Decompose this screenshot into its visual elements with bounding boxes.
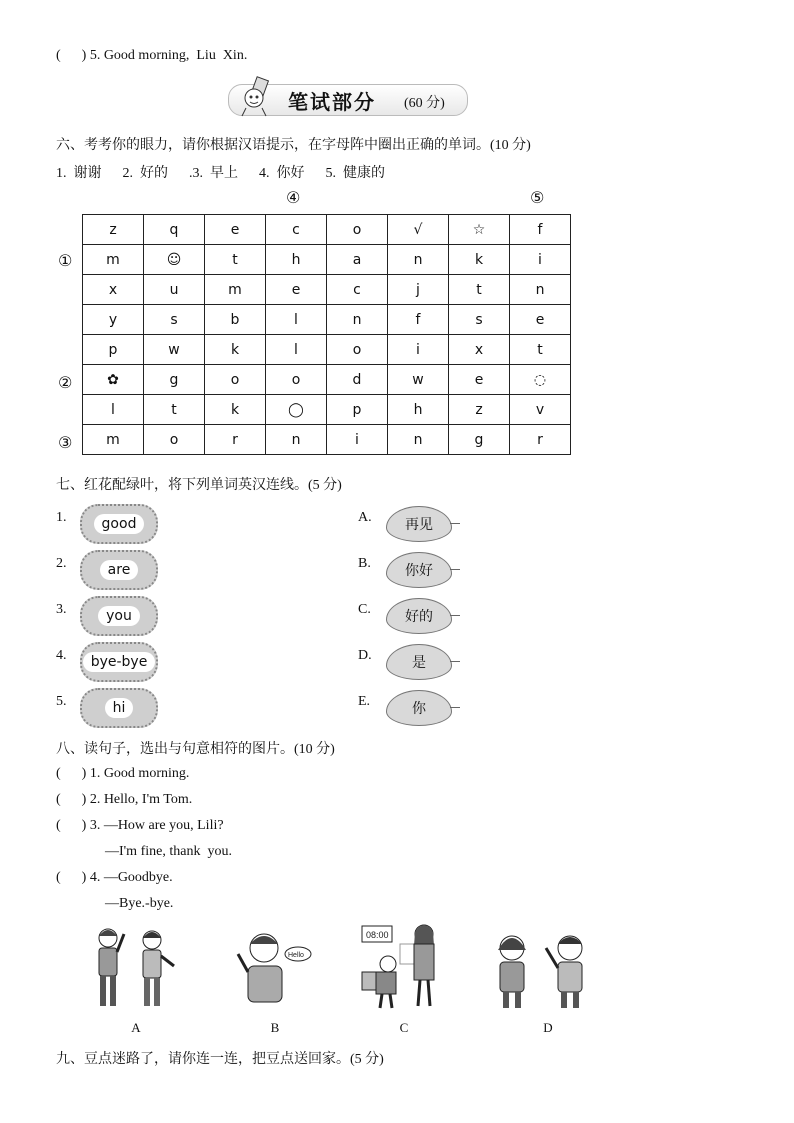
grid-cell[interactable]: i [510,245,571,275]
clock-time: 08:00 [366,930,389,940]
grid-cell[interactable]: e [266,275,327,305]
grid-cell[interactable]: c [266,215,327,245]
row-marker-2: ② [58,373,73,392]
grid-cell[interactable]: k [205,335,266,365]
grid-cell[interactable]: o [205,365,266,395]
picture-b-boy-saying-hello [228,928,312,1006]
row-marker-3: ③ [58,433,73,452]
grid-cell[interactable]: k [205,395,266,425]
word-number: 1. [56,510,67,525]
meaning-leaf[interactable]: 再见 [386,506,452,542]
grid-cell[interactable]: e [449,365,510,395]
grid-cell[interactable]: e [510,305,571,335]
grid-cell[interactable]: e [205,215,266,245]
leaf-stem [450,707,460,708]
grid-row [83,275,571,305]
grid-cell[interactable]: h [266,245,327,275]
grid-cell[interactable]: q [144,215,205,245]
picture-c-teacher-and-late-boy [354,920,450,1012]
grid-cell[interactable]: o [266,365,327,395]
meaning-leaf[interactable]: 是 [386,644,452,680]
grid-row [83,365,571,395]
grid-cell[interactable]: b [205,305,266,335]
section-8-item-3-reply: —I'm fine, thank you. [56,844,232,859]
word-label: hi [105,698,134,718]
word-label: bye-bye [83,652,156,672]
grid-cell[interactable]: x [83,275,144,305]
grid-cell[interactable]: t [205,245,266,275]
grid-cell[interactable]: y [83,305,144,335]
grid-cell[interactable]: i [388,335,449,365]
meaning-letter: E. [358,694,371,709]
grid-cell[interactable]: n [327,305,388,335]
grid-cell[interactable]: ☺ [144,245,205,275]
section-8-item-4: ( ) 4. —Goodbye. [56,870,173,885]
grid-cell[interactable]: l [83,395,144,425]
picture-a-two-boys [88,924,184,1012]
grid-row [83,425,571,455]
picture-label-d: D [543,1020,553,1035]
section-8-item-1: ( ) 1. Good morning. [56,766,190,781]
word-label: you [98,606,140,626]
grid-cell[interactable]: l [266,335,327,365]
letter-grid [82,214,571,455]
picture-d-girl-and-boy-waving [490,928,594,1010]
section-8-item-4-reply: —Bye.-bye. [56,896,174,911]
meaning-letter: D. [358,648,372,663]
grid-cell[interactable]: u [144,275,205,305]
grid-cell[interactable]: d [327,365,388,395]
picture-label-a: A [131,1020,141,1035]
grid-cell[interactable]: p [327,395,388,425]
word-flower-badge[interactable] [80,504,158,544]
meaning-leaf[interactable]: 你 [386,690,452,726]
meaning-letter: B. [358,556,371,571]
section-7-title: 七、红花配绿叶，将下列单词英汉连线。(5 分) [56,478,342,493]
grid-cell[interactable]: o [327,335,388,365]
section-6-hints: 1. 谢谢 2. 好的 .3. 早上 4. 你好 5. 健康的 [56,166,385,181]
grid-cell[interactable]: a [327,245,388,275]
row-marker-1: ① [58,251,73,270]
section-9-title: 九、豆点迷路了，请你连一连，把豆点送回家。(5 分) [56,1052,384,1067]
grid-row [83,395,571,425]
section-6-title: 六、考考你的眼力，请你根据汉语提示，在字母阵中圈出正确的单词。(10 分) [56,138,531,153]
leaf-stem [450,569,460,570]
grid-cell[interactable]: v [510,395,571,425]
grid-cell[interactable]: r [510,425,571,455]
grid-cell[interactable]: m [205,275,266,305]
grid-cell[interactable]: r [205,425,266,455]
grid-cell[interactable]: ✿ [83,365,144,395]
grid-cell[interactable]: p [83,335,144,365]
grid-cell[interactable]: z [83,215,144,245]
grid-cell[interactable]: t [449,275,510,305]
grid-cell[interactable]: ◌ [510,365,571,395]
grid-cell[interactable]: s [144,305,205,335]
meaning-letter: A. [358,510,372,525]
meaning-letter: C. [358,602,371,617]
word-number: 3. [56,602,67,617]
word-label: good [94,514,145,534]
grid-cell[interactable]: g [449,425,510,455]
grid-row [83,245,571,275]
picture-label-b: B [270,1020,280,1035]
grid-cell[interactable]: √ [388,215,449,245]
grid-cell[interactable]: s [449,305,510,335]
grid-cell[interactable]: z [449,395,510,425]
grid-cell[interactable]: k [449,245,510,275]
leaf-stem [450,615,460,616]
column-marker-4: ④ [286,188,301,207]
grid-cell[interactable]: t [510,335,571,365]
pencil-mascot-icon [236,72,280,118]
grid-cell[interactable]: c [327,275,388,305]
grid-row [83,215,571,245]
word-number: 2. [56,556,67,571]
grid-cell[interactable]: t [144,395,205,425]
banner-score: (60 分) [404,96,445,111]
grid-cell[interactable]: j [388,275,449,305]
section-8-item-3: ( ) 3. —How are you, Lili? [56,818,224,833]
word-number: 5. [56,694,67,709]
grid-cell[interactable]: n [388,425,449,455]
leaf-stem [450,523,460,524]
grid-cell[interactable]: ◯ [266,395,327,425]
word-flower-badge[interactable] [80,642,158,682]
grid-cell[interactable]: f [510,215,571,245]
section-8-title: 八、读句子，选出与句意相符的图片。(10 分) [56,742,335,757]
grid-row [83,335,571,365]
grid-cell[interactable]: o [144,425,205,455]
word-flower-badge[interactable] [80,596,158,636]
leaf-stem [450,661,460,662]
grid-cell[interactable]: f [388,305,449,335]
grid-cell[interactable]: w [144,335,205,365]
grid-cell[interactable]: m [83,425,144,455]
grid-cell[interactable]: n [388,245,449,275]
word-flower-badge[interactable] [80,688,158,728]
word-number: 4. [56,648,67,663]
grid-cell[interactable]: w [388,365,449,395]
word-flower-badge[interactable] [80,550,158,590]
grid-cell[interactable]: l [266,305,327,335]
grid-cell[interactable]: n [510,275,571,305]
picture-label-c: C [399,1020,409,1035]
meaning-leaf[interactable]: 好的 [386,598,452,634]
grid-cell[interactable]: ☆ [449,215,510,245]
banner-title: 笔试部分 [288,90,376,114]
section-8-item-2: ( ) 2. Hello, I'm Tom. [56,792,193,807]
grid-cell[interactable]: g [144,365,205,395]
grid-cell[interactable]: x [449,335,510,365]
word-label: are [100,560,139,580]
grid-cell[interactable]: n [266,425,327,455]
meaning-leaf[interactable]: 你好 [386,552,452,588]
grid-cell[interactable]: m [83,245,144,275]
grid-row [83,305,571,335]
grid-cell[interactable]: o [327,215,388,245]
grid-cell[interactable]: i [327,425,388,455]
question-5-good-morning: ( ) 5. Good morning, Liu Xin. [56,48,248,63]
column-marker-5: ⑤ [530,188,545,207]
grid-cell[interactable]: h [388,395,449,425]
speech-bubble-text: Hello [288,952,304,959]
